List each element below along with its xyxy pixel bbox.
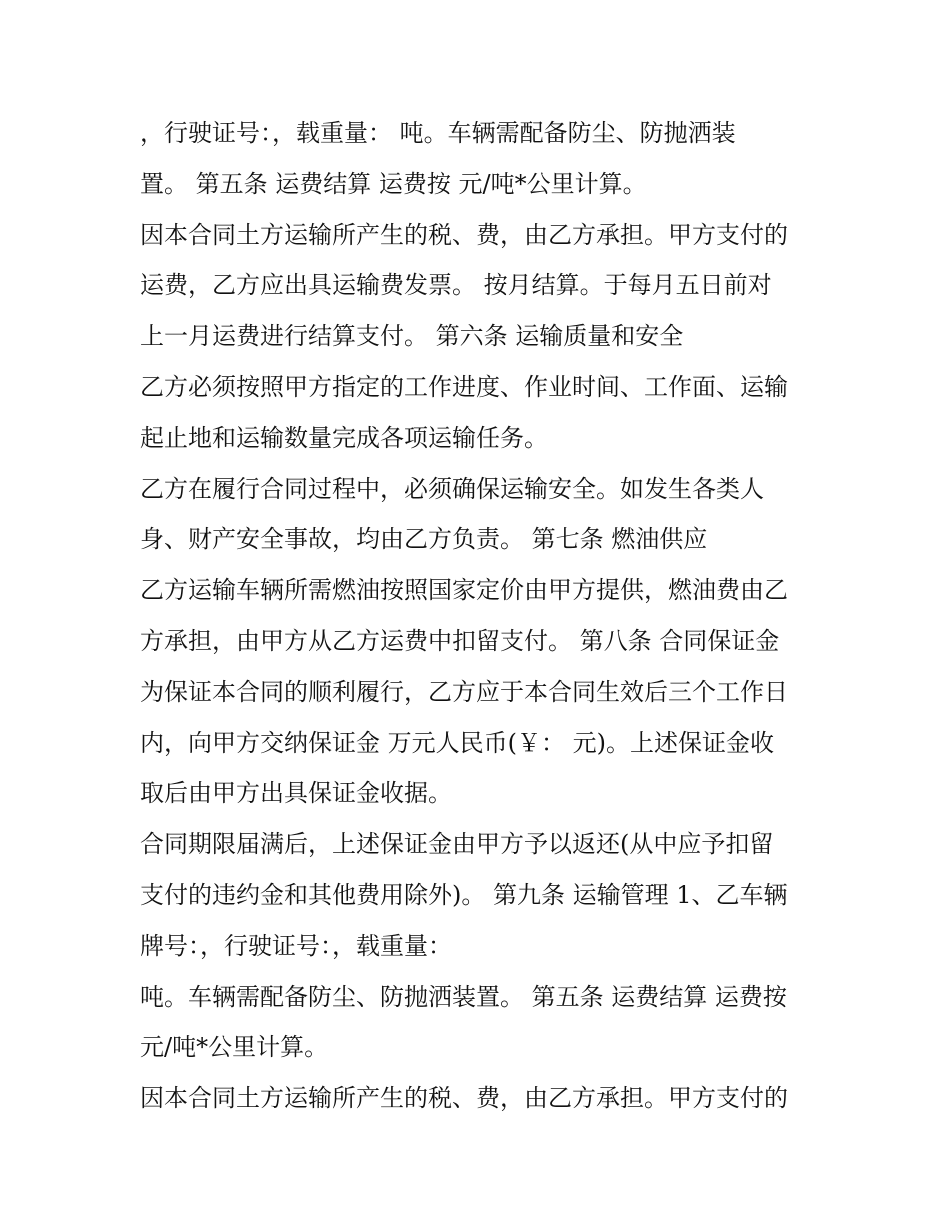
text-line-13: 内，向甲方交纳保证金 万元人民币(￥： 元)。上述保证金收 — [140, 728, 774, 757]
text-line-3: 因本合同土方运输所产生的税、费，由乙方承担。甲方支付的 — [140, 220, 788, 249]
text-line-20: 因本合同土方运输所产生的税、费，由乙方承担。甲方支付的 — [140, 1084, 788, 1113]
text-line-8: 乙方在履行合同过程中，必须确保运输安全。如发生各类人 — [140, 474, 764, 503]
text-line-10: 乙方运输车辆所需燃油按照国家定价由甲方提供，燃油费由乙 — [140, 576, 788, 605]
text-line-7: 起止地和运输数量完成各项运输任务。 — [140, 423, 548, 452]
text-line-1: ，行驶证号：，载重量： 吨。车辆需配备防尘、防抛洒装 — [140, 119, 736, 147]
text-line-16: 支付的违约金和其他费用除外)。 第九条 运输管理 1、乙车辆 — [140, 880, 788, 909]
document-body — [140, 108, 830, 1124]
text-line-5: 上一月运费进行结算支付。 第六条 运输质量和安全 — [140, 322, 684, 351]
text-line-19: 元/吨*公里计算。 — [140, 1033, 329, 1062]
text-line-17: 牌号：，行驶证号：，载重量： — [140, 931, 452, 960]
text-line-18: 吨。车辆需配备防尘、防抛洒装置。 第五条 运费结算 运费按 — [140, 982, 787, 1011]
text-line-2: 置。 第五条 运费结算 运费按 元/吨*公里计算。 — [140, 169, 647, 198]
text-line-14: 取后由甲方出具保证金收据。 — [140, 779, 452, 808]
text-line-9: 身、财产安全事故，均由乙方负责。 第七条 燃油供应 — [140, 525, 708, 554]
text-line-6: 乙方必须按照甲方指定的工作进度、作业时间、工作面、运输 — [140, 372, 788, 401]
text-line-11: 方承担，由甲方从乙方运费中扣留支付。 第八条 合同保证金 — [140, 626, 780, 655]
text-line-4: 运费，乙方应出具运输费发票。 按月结算。于每月五日前对 — [140, 271, 772, 300]
text-line-15: 合同期限届满后，上述保证金由甲方予以返还(从中应予扣留 — [140, 830, 774, 859]
text-line-12: 为保证本合同的顺利履行，乙方应于本合同生效后三个工作日 — [140, 677, 788, 706]
